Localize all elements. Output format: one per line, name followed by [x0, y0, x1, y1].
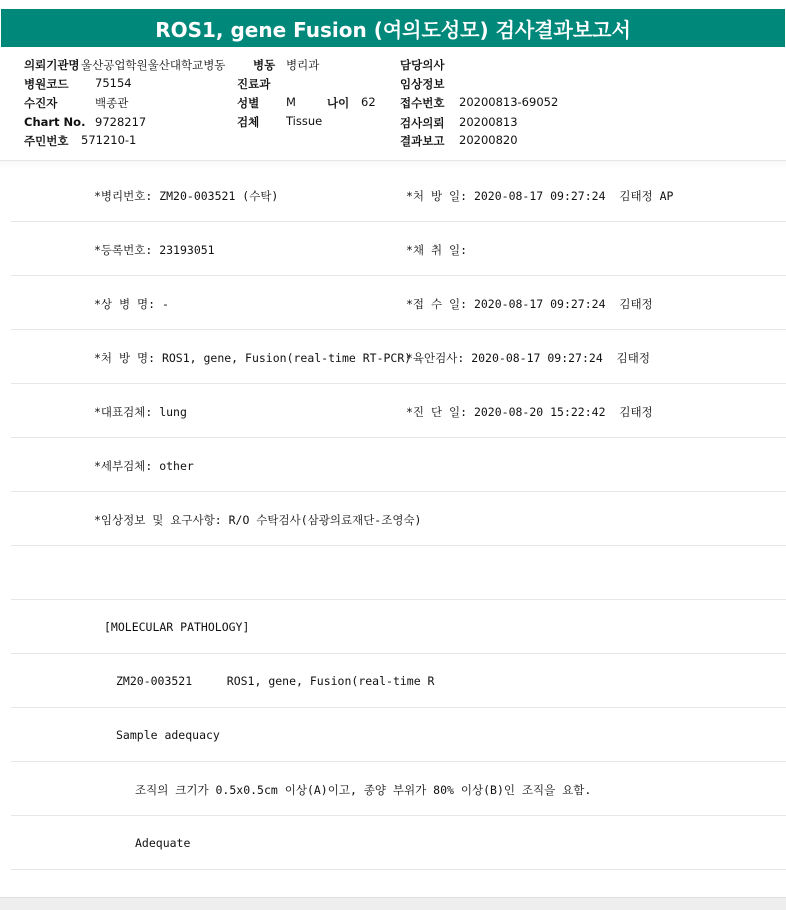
chart-no-label: Chart No. — [24, 115, 86, 129]
patient-value: 백종관 — [95, 96, 129, 110]
report-row — [11, 330, 786, 384]
rrn-value: 571210-1 — [81, 133, 137, 147]
report-date-label: 결과보고 — [400, 134, 445, 148]
specimen-label: 검체 — [237, 115, 260, 129]
sex-value: M — [286, 95, 296, 109]
disease-name: *상 병 명: - — [94, 297, 169, 311]
report-row-empty — [11, 546, 786, 600]
pathology-number: *병리번호: ZM20-003521 (수탁) — [94, 189, 279, 203]
prescription-date: *처 방 일: 2020-08-17 09:27:24 김태정 AP — [406, 189, 674, 203]
section-title: [MOLECULAR PATHOLOGY] — [104, 620, 250, 634]
diagnosis-date: *진 단 일: 2020-08-20 15:22:42 김태정 — [406, 405, 653, 419]
gross-exam-date: *육안검사: 2020-08-17 09:27:24 김태정 — [406, 351, 650, 365]
hospital-label: 의뢰기관명 — [24, 58, 80, 72]
receipt-no-label: 접수번호 — [400, 96, 445, 110]
dept-label: 진료과 — [237, 77, 271, 91]
adequacy-rule: 조직의 크기가 0.5x0.5cm 이상(A)이고, 종양 부위가 80% 이상(B)인 조직을 요함. — [135, 783, 592, 797]
report-row — [11, 438, 786, 492]
doctor-label: 담당의사 — [400, 58, 445, 72]
report-row — [11, 222, 786, 276]
report-row — [11, 762, 786, 816]
main-specimen: *대표검체: lung — [94, 405, 187, 419]
request-date-label: 검사의뢰 — [400, 116, 445, 130]
report-date-value: 20200820 — [459, 133, 518, 147]
ward-value: 병리과 — [286, 58, 320, 72]
specimen-value: Tissue — [286, 114, 323, 128]
registration-number: *등록번호: 23193051 — [94, 243, 215, 257]
report-row — [11, 492, 786, 546]
report-title: ROS1, gene Fusion (여의도성모) 검사결과보고서 — [1, 9, 785, 47]
test-line: ZM20-003521 ROS1, gene, Fusion(real-time R — [116, 674, 435, 688]
adequacy-result: Adequate — [135, 836, 191, 850]
report-row — [11, 654, 786, 708]
bottom-band — [0, 897, 786, 910]
report-row — [11, 276, 786, 330]
request-date-value: 20200813 — [459, 115, 518, 129]
clinical-request: *임상정보 및 요구사항: R/O 수탁검사(삼광의료재단-조영숙) — [94, 513, 422, 527]
ward-label: 병동 — [253, 58, 276, 72]
receipt-no-value: 20200813-69052 — [459, 95, 559, 109]
report-row — [11, 708, 786, 762]
collection-date: *채 취 일: — [406, 243, 468, 257]
report-row — [11, 816, 786, 870]
age-value: 62 — [361, 95, 376, 109]
report-row — [11, 168, 786, 222]
clinical-info-label: 임상정보 — [400, 77, 445, 91]
rrn-label: 주민번호 — [24, 134, 69, 148]
patient-info-block — [0, 55, 786, 155]
hospital-code-value: 75154 — [95, 76, 132, 90]
adequacy-title: Sample adequacy — [116, 728, 220, 742]
sub-specimen: *세부검체: other — [94, 459, 194, 473]
receipt-date: *접 수 일: 2020-08-17 09:27:24 김태정 — [406, 297, 653, 311]
hospital-code-label: 병원코드 — [24, 77, 69, 91]
patient-label: 수진자 — [24, 96, 58, 110]
report-row — [11, 384, 786, 438]
sex-label: 성별 — [237, 96, 260, 110]
chart-no-value: 9728217 — [95, 115, 147, 129]
age-label: 나이 — [327, 96, 350, 110]
hospital-value: 울산공업학원울산대학교병동 — [81, 58, 226, 72]
report-row — [11, 600, 786, 654]
prescription-name: *처 방 명: ROS1, gene, Fusion(real-time RT-PCR) — [94, 351, 412, 365]
